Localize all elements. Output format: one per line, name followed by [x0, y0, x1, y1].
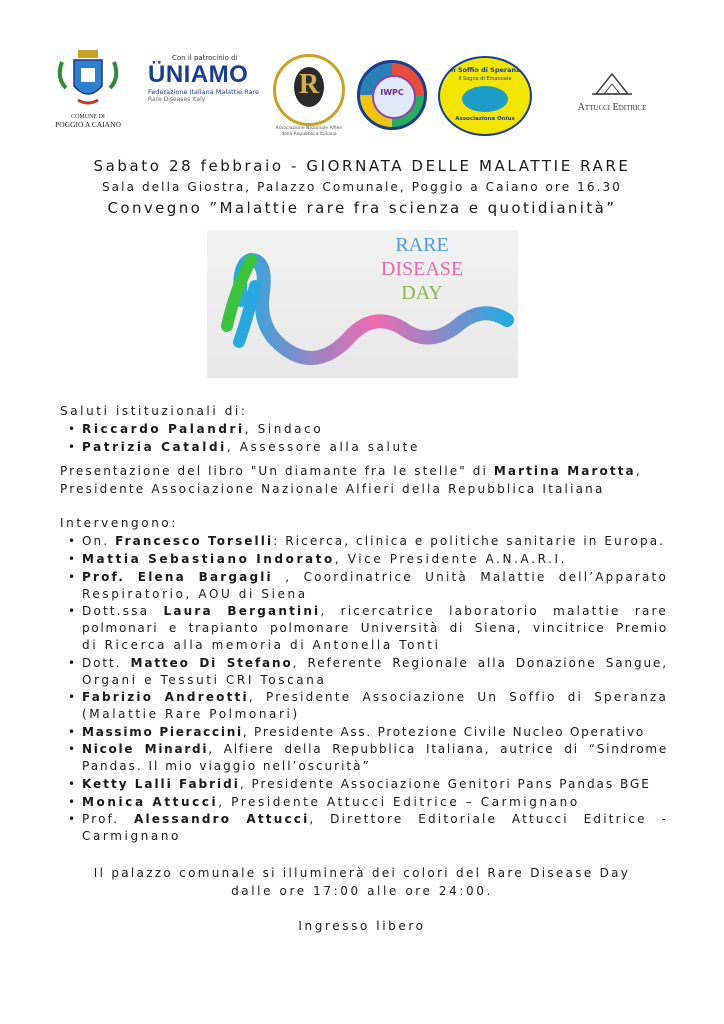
intervento-item: Monica Attucci, Presidente Attucci Editrice – Carmignano — [82, 795, 580, 809]
comune-line1: COMUNE DI — [71, 114, 105, 120]
alfieri-caption: Associazione Nazionale Alfieri della Repubblica Italiana — [275, 126, 343, 137]
rare-disease-day-banner — [207, 230, 518, 378]
header-line2: Sala della Giostra, Palazzo Comunale, Poggio a Caiano ore 16.30 — [101, 180, 623, 194]
footer-line2: dalle ore 17:00 alle ore 24:00. — [231, 884, 493, 898]
interventi-title: Intervengono: — [60, 516, 179, 530]
intervento-cont: Pandas. Il mio viaggio nell’oscurità” — [82, 759, 371, 773]
intervento-cont: polmonari e trapianto polmonare Università di Siena, vincitrice Premio — [82, 621, 668, 635]
bullet: • — [68, 795, 76, 809]
bullet: • — [68, 604, 76, 618]
intervento-item: Prof. Elena Bargagli , Coordinatrice Unità Malattie dell’Apparato — [82, 570, 669, 584]
globe-logo — [357, 60, 427, 130]
intervento-item: Dott.ssa Laura Bergantini, ricercatrice laboratorio malattie rare — [82, 604, 668, 618]
intervento-item: Fabrizio Andreotti, Presidente Associazione Un Soffio di Speranza — [82, 690, 669, 704]
uniamo-name: ÜNIAMO — [148, 61, 249, 88]
bullet: • — [68, 777, 76, 791]
bullet: • — [68, 656, 76, 670]
uniamo-sub2: Rare Diseases Italy — [148, 96, 206, 103]
footer-line1: Il palazzo comunale si illuminerà dei colori del Rare Disease Day — [93, 866, 631, 880]
intervento-item: On. Francesco Torselli: Ricerca, clinica e politiche sanitarie in Europa. — [82, 534, 666, 548]
attucci-logo — [566, 68, 658, 118]
soffio-logo — [438, 56, 534, 136]
bullet: • — [68, 534, 76, 548]
saluti-item: Patrizia Cataldi, Assessore alla salute — [82, 440, 420, 454]
footer-line3: Ingresso libero — [298, 919, 426, 933]
banner-rare: RARE — [395, 234, 449, 256]
bullet: • — [68, 422, 76, 436]
intervento-item: Ketty Lalli Fabridi, Presidente Associazione Genitori Pans Pandas BGE — [82, 777, 651, 791]
intervento-cont: (Malattie Rare Polmonari) — [82, 707, 300, 721]
intervento-cont: Respiratorio, AOU di Siena — [82, 587, 308, 601]
header-line1: Sabato 28 febbraio - GIORNATA DELLE MALATTIE RARE — [93, 157, 631, 175]
uniamo-top: Con il patrocinio di — [172, 54, 238, 62]
bullet: • — [68, 552, 76, 566]
attucci-house-icon — [566, 68, 658, 98]
saluti-title: Saluti istituzionali di: — [60, 404, 248, 418]
intervento-cont: Carmignano — [82, 829, 182, 843]
header-line3: Convegno ”Malattie rare fra scienza e quotidianità” — [107, 199, 617, 217]
intervento-item: Massimo Pieraccini, Presidente Ass. Protezione Civile Nucleo Operativo — [82, 725, 645, 739]
comune-line2: POGGIO A CAIANO — [55, 120, 121, 129]
intervento-item: Prof. Alessandro Attucci, Direttore Editoriale Attucci Editrice - — [82, 812, 669, 826]
soffio-sub: Il Sogno di Emanuele — [458, 76, 512, 82]
saluti-item: Riccardo Palandri, Sindaco — [82, 422, 324, 436]
intervento-cont: di Ricerca alla memoria di Antonella Tonti — [82, 638, 441, 652]
intervento-item: Mattia Sebastiano Indorato, Vice Presidente A.N.A.R.I. — [82, 552, 568, 566]
intervento-item: Nicole Minardi, Alfiere della Repubblica Italiana, autrice di “Sindrome — [82, 742, 668, 756]
logo-row — [0, 48, 724, 138]
bullet: • — [68, 690, 76, 704]
bullet: • — [68, 742, 76, 756]
alfieri-logo — [272, 54, 346, 138]
uniamo-logo — [148, 54, 260, 124]
bullet: • — [68, 725, 76, 739]
bullet: • — [68, 570, 76, 584]
presentazione-line2: Presidente Associazione Nazionale Alfieri della Repubblica Italiana — [60, 482, 605, 496]
banner-day: DAY — [401, 282, 443, 304]
attucci-name: Attucci Editrice — [577, 102, 647, 113]
globe-label: IWPC — [380, 88, 404, 97]
intervento-item: Dott. Matteo Di Stefano, Referente Regionale alla Donazione Sangue, — [82, 656, 668, 670]
coat-of-arms-icon — [52, 48, 124, 110]
alfieri-monogram: R — [298, 69, 320, 100]
banner-disease: DISEASE — [380, 258, 464, 280]
bullet: • — [68, 440, 76, 454]
comune-logo — [52, 48, 124, 138]
soffio-title: Un Soffio di Speranza — [445, 66, 525, 74]
uniamo-sub1: Federazione Italiana Malattie Rare — [148, 88, 259, 96]
intervento-cont: Organi e Tessuti CRI Toscana — [82, 673, 327, 687]
soffio-bottom: Associazione Onlus — [455, 116, 515, 122]
presentazione-line1: Presentazione del libro "Un diamante fra le stelle" di Martina Marotta, — [60, 464, 642, 478]
bullet: • — [68, 812, 76, 826]
